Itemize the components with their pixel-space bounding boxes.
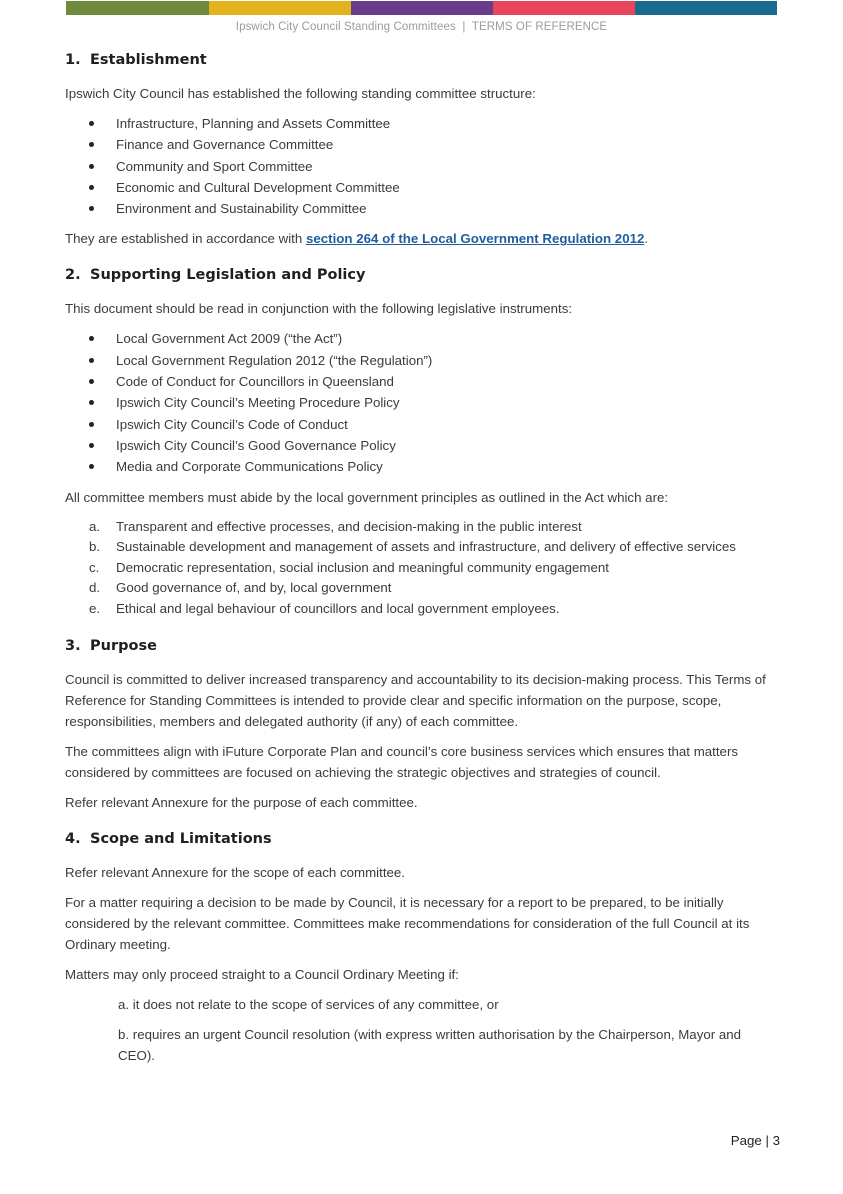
list-item xyxy=(65,578,781,599)
list-item: Finance and Governance Committee xyxy=(65,134,781,155)
paragraph: The committees align with iFuture Corporate Plan and council’s core business services which ensures that matters considered by committees are focused on achieving the strategic objectives and strategies of council. xyxy=(65,743,739,780)
section-heading xyxy=(65,265,781,285)
section-purpose xyxy=(65,636,781,813)
list-item xyxy=(65,599,781,620)
paragraph xyxy=(65,228,781,249)
list-marker: c. xyxy=(89,559,100,575)
list-item: Infrastructure, Planning and Assets Committee xyxy=(65,113,781,134)
closing-punctuation: . xyxy=(644,231,649,247)
list-item-text: Good governance of, and by, local government xyxy=(116,580,392,596)
section-heading xyxy=(65,829,781,849)
list-item: Media and Corporate Communications Policy xyxy=(65,456,781,477)
list-item-text: Transparent and effective processes, and decision-making in the public interest xyxy=(116,518,582,534)
page-number: Page | 3 xyxy=(730,1133,780,1148)
color-bar-segment xyxy=(66,1,209,15)
section-supporting-legislation xyxy=(65,265,781,619)
section-scope-and-limitations xyxy=(65,829,781,1066)
list-marker: d. xyxy=(89,580,101,596)
paragraph: All committee members must abide by the local government principles as outlined in the Act which are: xyxy=(65,489,669,505)
color-bar-segment xyxy=(493,1,635,15)
list-item: Environment and Sustainability Committee xyxy=(65,198,781,219)
section-number: 3. xyxy=(65,637,81,654)
list-item: Local Government Act 2009 (“the Act”) xyxy=(65,328,781,349)
color-bar-segment xyxy=(351,1,493,15)
list-item: Ipswich City Council’s Meeting Procedure Policy xyxy=(65,392,781,413)
section-heading xyxy=(65,50,781,70)
color-bar-segment xyxy=(209,1,351,15)
section-title: Purpose xyxy=(90,637,157,654)
regulation-link[interactable]: section 264 of the Local Government Regulation 2012 xyxy=(305,231,645,247)
paragraph: For a matter requiring a decision to be made by Council, it is necessary for a report to be prepared, to be initially considered by the relevant committee. Committees make recommendations for consideration of the full Council at its Ordinary meeting. xyxy=(65,894,750,952)
list-item-text: Sustainable development and management of assets and infrastructure, and delivery of effective services xyxy=(116,539,736,555)
list-item: Code of Conduct for Councillors in Queensland xyxy=(65,371,781,392)
list-item-text: Democratic representation, social inclusion and meaningful community engagement xyxy=(116,559,609,575)
section-number: 1. xyxy=(65,52,81,68)
section-number: 2. xyxy=(65,267,81,284)
list-marker: a. xyxy=(89,518,101,534)
list-item: Economic and Cultural Development Committee xyxy=(65,177,781,198)
color-bar-segment xyxy=(635,1,777,15)
header-color-bar xyxy=(66,1,777,15)
paragraph: Council is committed to deliver increased transparency and accountability to its decision-making process. This Terms of Reference for Standing Committees is intended to provide clear and specific information on the purpose, scope, responsibilities, members and delegated authority (if any) of each committee. xyxy=(65,671,766,729)
paragraph: Ipswich City Council has established the following standing committee structure: xyxy=(65,86,536,101)
paragraph: Refer relevant Annexure for the scope of each committee. xyxy=(65,864,405,880)
running-header: Ipswich City Council Standing Committees | TERMS OF REFERENCE xyxy=(235,21,608,33)
list-item xyxy=(65,517,781,538)
section-title: Supporting Legislation and Policy xyxy=(90,267,366,284)
list-item: Ipswich City Council’s Good Governance Policy xyxy=(65,435,781,456)
list-item xyxy=(65,537,781,558)
list-item xyxy=(65,558,781,579)
section-heading xyxy=(65,636,781,656)
list-item: Local Government Regulation 2012 (“the Regulation”) xyxy=(65,350,781,371)
list-marker: e. xyxy=(89,600,101,616)
condition-item: b. requires an urgent Council resolution (with express written authorisation by the Chairperson, Mayor and CEO). xyxy=(118,1026,742,1063)
list-item: Ipswich City Council’s Code of Conduct xyxy=(65,414,781,435)
closing-text: They are established in accordance with xyxy=(65,231,306,247)
section-title: Establishment xyxy=(90,52,207,68)
section-title: Scope and Limitations xyxy=(90,830,272,847)
paragraph: Refer relevant Annexure for the purpose of each committee. xyxy=(65,794,418,810)
list-item: Community and Sport Committee xyxy=(65,156,781,177)
principles-list xyxy=(65,517,781,620)
condition-item: a. it does not relate to the scope of services of any committee, or xyxy=(118,996,499,1012)
paragraph: Matters may only proceed straight to a Council Ordinary Meeting if: xyxy=(65,966,459,982)
section-number: 4. xyxy=(65,830,81,847)
legislation-list xyxy=(65,328,781,477)
paragraph: This document should be read in conjunction with the following legislative instruments: xyxy=(65,301,573,317)
list-marker: b. xyxy=(89,539,101,555)
committee-list xyxy=(65,113,781,219)
section-establishment xyxy=(65,50,781,249)
list-item-text: Ethical and legal behaviour of councillors and local government employees. xyxy=(116,600,560,616)
page-content xyxy=(65,50,781,1082)
